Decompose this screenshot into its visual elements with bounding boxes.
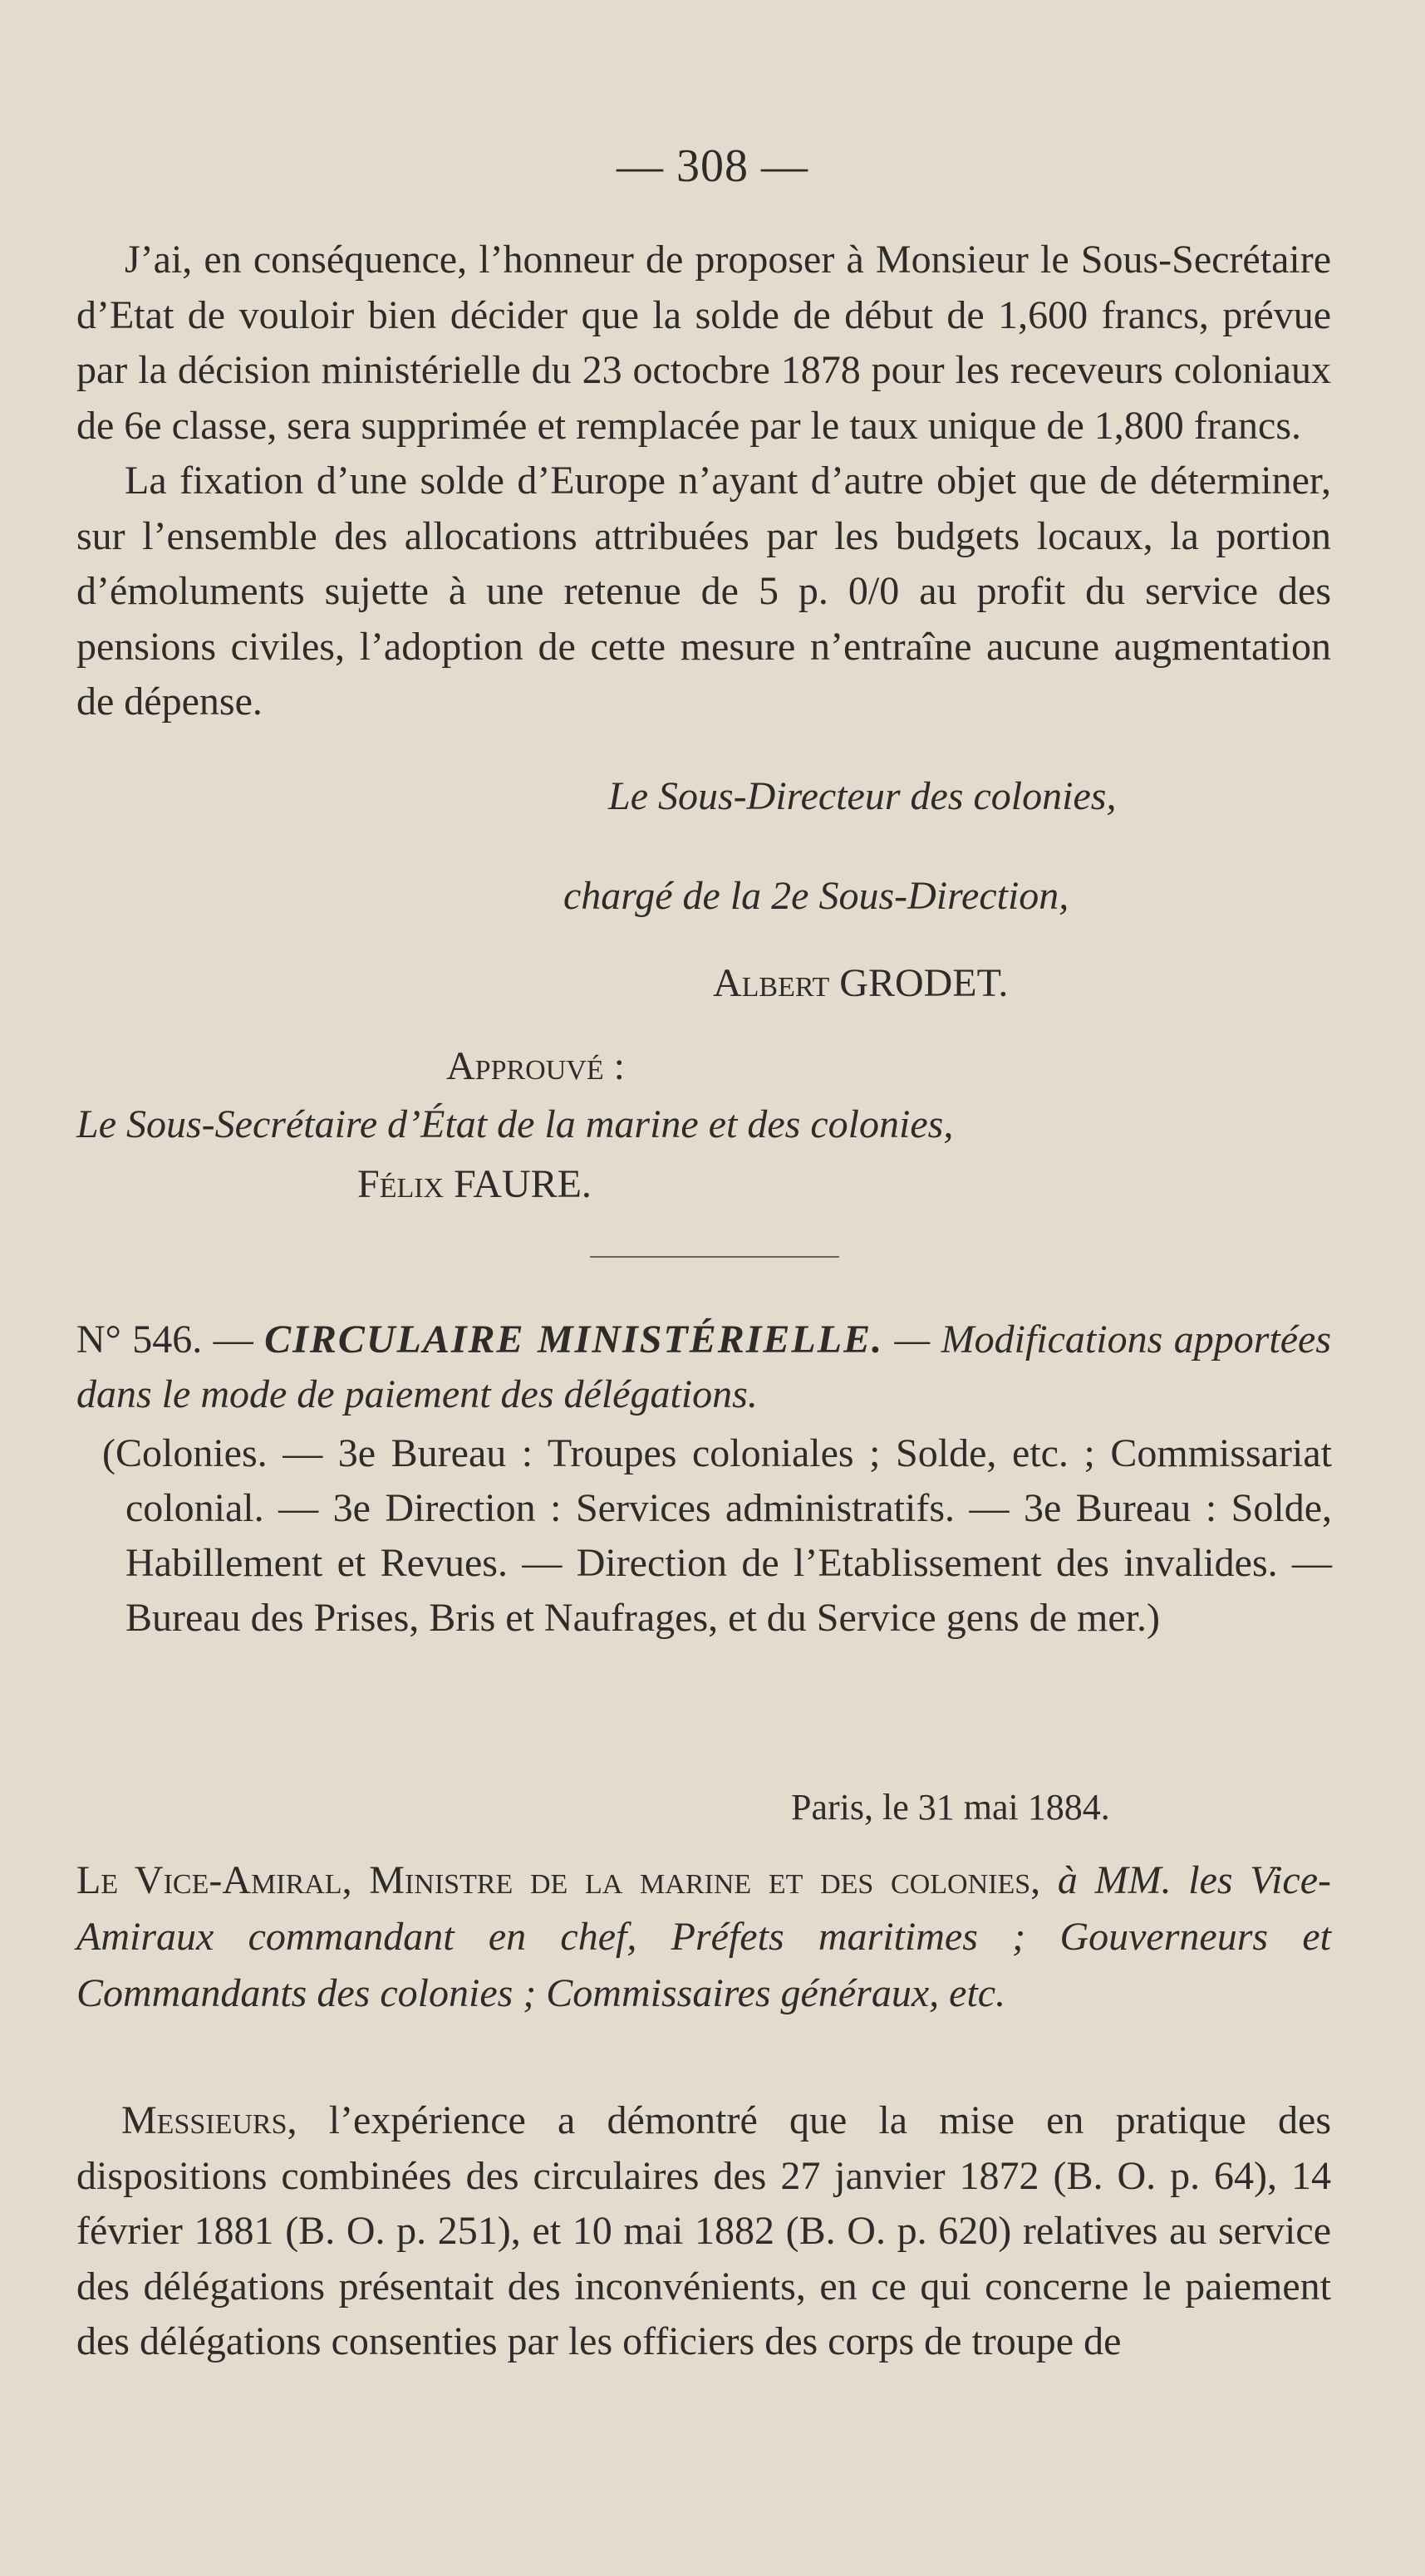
body-text: l’expérience a démontré que la mise en pratique des dispositions combinées des circulaires des 27 janvier 1872 (B. O. p. 64), 14 février 1881 (B. O. p. 251), et 10 mai 1882 (B. O. p. 620) relatives au service des délégations présentait des inconvénients, en ce qui concerne le paiement des délégations consenties par les officiers des corps de troupe de	[76, 2098, 1332, 2363]
circular-bureaux: (Colonies. — 3e Bureau : Troupes coloniales ; Solde, etc. ; Commissariat colonial. — 3e Direction : Services administratifs. — 3e Bureau : Solde, Habillement et Revues. — Direction de l’Etablissement des invalides. — Bureau des Prises, Bris et Naufrages, et du Service gens de mer.)	[102, 1431, 1332, 1640]
circular-subject: — Modifications apportées dans le mode de paiement des délégations.	[76, 1317, 1331, 1416]
circular-heading	[76, 1313, 1331, 1422]
letter-body	[76, 233, 1331, 730]
circular-number: N° 546. —	[76, 1317, 253, 1362]
circular-date: Paris, le 31 mai 1884.	[791, 1787, 1110, 1828]
body-salutation: Messieurs,	[121, 2098, 297, 2142]
approval-title: Le Sous-Secrétaire d’État de la marine et des colonies,	[76, 1102, 954, 1146]
paragraph: J’ai, en conséquence, l’honneur de proposer à Monsieur le Sous-Secrétaire d’Etat de vouloir bien décider que la solde de début de 1,600 francs, prévue par la décision ministérielle du 23 octocbre 1878 pour les receveurs coloniaux de 6e classe, sera supprimée et remplacée par le taux unique de 1,800 francs.	[76, 238, 1331, 448]
address-recipients: à MM. les Vice-Amiraux commandant en chef, Préfets maritimes ; Gouverneurs et Commandants des colonies ; Commissaires généraux, etc.	[76, 1858, 1331, 2015]
section-divider	[590, 1256, 839, 1258]
circular-address	[76, 1852, 1331, 2022]
signature-title-line1: Le Sous-Directeur des colonies,	[608, 774, 1117, 818]
paragraph: La fixation d’une solde d’Europe n’ayant d’autre objet que de déterminer, sur l’ensemble des allocations attribuées par les budgets locaux, la portion d’émoluments sujette à une retenue de 5 p. 0/0 au profit du service des pensions civiles, l’adoption de cette mesure n’entraîne aucune augmentation de dépense.	[76, 459, 1331, 724]
circular-body	[76, 2093, 1331, 2370]
signature-name: Albert GRODET.	[713, 961, 1009, 1005]
approval-label: Approuvé :	[446, 1044, 625, 1088]
page-number: — 308 —	[617, 140, 808, 192]
circular-title: CIRCULAIRE MINISTÉRIELLE.	[264, 1317, 884, 1362]
address-lead: Le Vice-Amiral, Ministre de la marine et des colonies,	[76, 1858, 1041, 1902]
approval-name: Félix FAURE.	[357, 1162, 592, 1206]
signature-title-line2: chargé de la 2e Sous-Direction,	[563, 874, 1069, 918]
